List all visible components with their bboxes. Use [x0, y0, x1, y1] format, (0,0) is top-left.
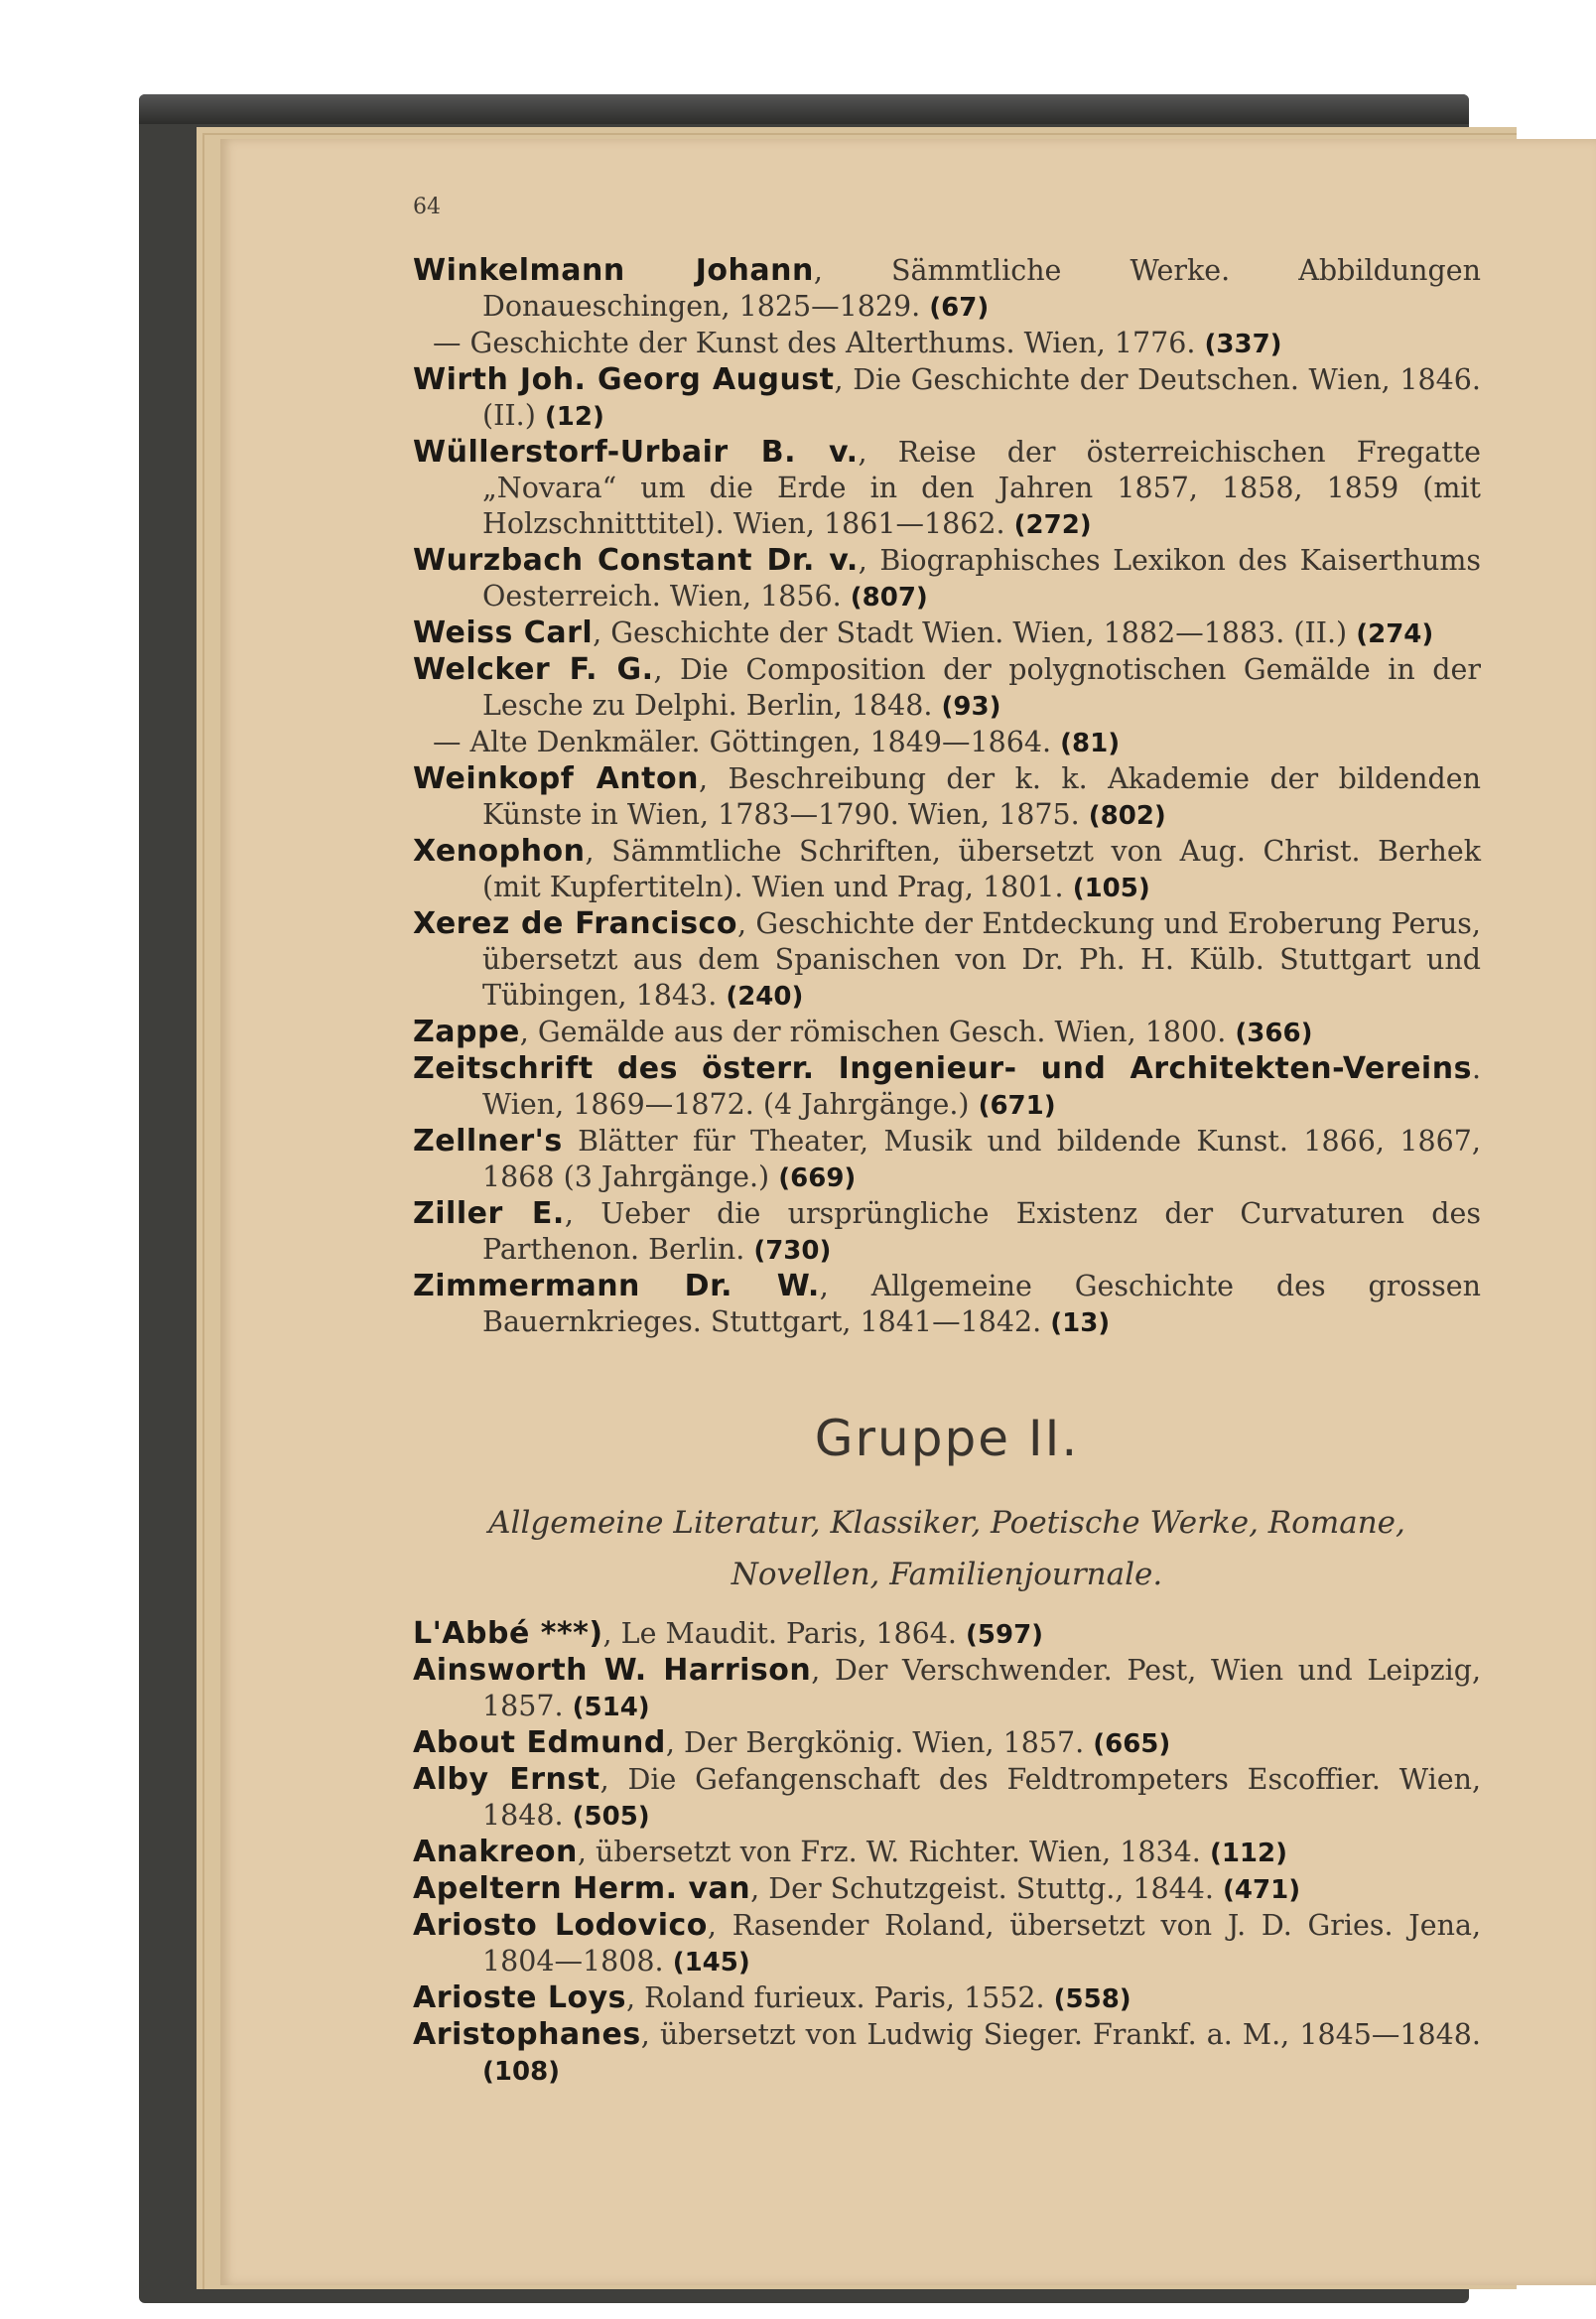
- catalog-entry: [413, 1871, 1481, 1908]
- entry-description: , Beschreibung der k. k. Akademie der bildenden Künste in Wien, 1783—1790. Wien, 1875.: [482, 762, 1481, 831]
- catalog-entry: [413, 834, 1481, 906]
- catalog-entry: [413, 725, 1481, 761]
- group-subtitle: Allgemeine Literatur, Klassiker, Poetische Werke, Romane, Novellen, Familienjournale.: [488, 1505, 1405, 1592]
- page-number: 64: [413, 195, 441, 219]
- catalog-entry: [413, 1051, 1481, 1124]
- catalog-entry: [413, 1980, 1481, 2017]
- entry-number: (108): [482, 2057, 561, 2087]
- catalog-entry: [413, 435, 1481, 543]
- entry-number: (145): [672, 1948, 750, 1978]
- entry-author: Zeitschrift des österr. Ingenieur- und Architekten-Vereins: [413, 1051, 1472, 1086]
- catalog-entry: [413, 1015, 1481, 1051]
- entry-author: Alby Ernst: [413, 1762, 600, 1797]
- catalog-entry: [413, 362, 1481, 435]
- entry-description: — Alte Denkmäler. Göttingen, 1849—1864.: [433, 726, 1052, 758]
- entry-number: (505): [572, 1802, 650, 1832]
- entry-author: Ainsworth W. Harrison: [413, 1653, 812, 1688]
- entry-number: (807): [850, 583, 928, 613]
- entry-author: L'Abbé ***): [413, 1616, 603, 1651]
- entry-number: (13): [1050, 1308, 1111, 1338]
- entry-author: Wurzbach Constant Dr. v.: [413, 543, 859, 578]
- entry-description: , Allgemeine Geschichte des grossen Bauernkrieges. Stuttgart, 1841—1842.: [482, 1270, 1481, 1338]
- entry-author: Zimmermann Dr. W.: [413, 1269, 820, 1303]
- catalog-entry: [413, 1196, 1481, 1269]
- catalog-entry: [413, 1725, 1481, 1762]
- entry-description: , Der Verschwender. Pest, Wien und Leipzig, 1857.: [482, 1654, 1482, 1722]
- catalog-entries-group-2: [413, 1616, 1481, 2090]
- entry-description: , Rasender Roland, übersetzt von J. D. Gries. Jena, 1804—1808.: [482, 1909, 1481, 1978]
- entry-number: (240): [726, 982, 804, 1012]
- entry-author: Wirth Joh. Georg August: [413, 362, 835, 397]
- entry-number: (337): [1204, 330, 1282, 359]
- entry-description: , Roland furieux. Paris, 1552.: [626, 1981, 1045, 2014]
- entry-description: , Der Bergkönig. Wien, 1857.: [665, 1726, 1085, 1759]
- entry-number: (112): [1209, 1839, 1287, 1868]
- entry-number: (671): [978, 1091, 1056, 1121]
- book-cover-top-edge: [139, 94, 1469, 124]
- catalog-entry: [413, 2017, 1481, 2090]
- entry-description: , Der Schutzgeist. Stuttg., 1844.: [750, 1872, 1214, 1905]
- catalog-entry: [413, 761, 1481, 834]
- entry-author: Zappe: [413, 1015, 520, 1049]
- entry-author: Wüllerstorf-Urbair B. v.: [413, 435, 859, 470]
- entry-author: About Edmund: [413, 1725, 666, 1760]
- catalog-entry: [413, 543, 1481, 615]
- entry-number: (81): [1060, 729, 1121, 758]
- entry-description: , Geschichte der Stadt Wien. Wien, 1882—1883. (II.): [593, 616, 1348, 649]
- entry-description: . Wien, 1869—1872. (4 Jahrgänge.): [482, 1052, 1481, 1121]
- entry-description: , Le Maudit. Paris, 1864.: [602, 1617, 957, 1650]
- entry-description: , Die Geschichte der Deutschen. Wien, 1846. (II.): [482, 363, 1481, 432]
- entry-author: Anakreon: [413, 1835, 578, 1869]
- catalog-entry: [413, 652, 1481, 725]
- entry-description: , Sämmtliche Werke. Abbildungen Donaueschingen, 1825—1829.: [482, 254, 1481, 323]
- entry-description: , Sämmtliche Schriften, übersetzt von Aug. Christ. Berhek (mit Kupfertiteln). Wien und Prag, 1801.: [482, 835, 1481, 903]
- catalog-entries-group-1: [413, 253, 1481, 1341]
- entry-description: , Die Gefangenschaft des Feldtrompeters Escoffier. Wien, 1848.: [482, 1763, 1481, 1832]
- entry-description: , übersetzt von Ludwig Sieger. Frankf. a. M., 1845—1848.: [640, 2018, 1481, 2051]
- entry-number: (558): [1053, 1984, 1131, 2014]
- catalog-entry: [413, 1269, 1481, 1341]
- entry-description: , Geschichte der Entdeckung und Eroberung Perus, übersetzt aus dem Spanischen von Dr. Ph. H. Külb. Stuttgart und Tübingen, 1843.: [482, 907, 1481, 1012]
- catalog-entry: [413, 1762, 1481, 1835]
- catalog-entry: [413, 615, 1481, 652]
- entry-number: (597): [966, 1620, 1044, 1650]
- entry-description: , Gemälde aus der römischen Gesch. Wien, 1800.: [519, 1016, 1227, 1048]
- entry-author: Ziller E.: [413, 1196, 565, 1231]
- catalog-entry: [413, 1835, 1481, 1871]
- entry-number: (12): [544, 402, 604, 432]
- entry-author: Zellner's: [413, 1124, 563, 1159]
- catalog-entry: [413, 1653, 1481, 1725]
- entry-author: Ariosto Lodovico: [413, 1908, 708, 1943]
- entry-author: Xerez de Francisco: [413, 906, 737, 941]
- entry-description: , Biographisches Lexikon des Kaiserthums Oesterreich. Wien, 1856.: [482, 544, 1481, 613]
- entry-author: Arioste Loys: [413, 1980, 627, 2015]
- entry-number: (93): [941, 692, 1001, 722]
- entry-number: (274): [1356, 619, 1434, 649]
- entry-description: , Die Composition der polygnotischen Gemälde in der Lesche zu Delphi. Berlin, 1848.: [482, 653, 1481, 722]
- catalog-entry: [413, 1616, 1481, 1653]
- catalog-entry: [413, 1908, 1481, 1980]
- catalog-entry: [413, 1124, 1481, 1196]
- entry-number: (730): [753, 1236, 832, 1266]
- entry-author: Weinkopf Anton: [413, 761, 699, 796]
- entry-number: (272): [1013, 510, 1092, 540]
- entry-description: , Reise der österreichischen Fregatte „Novara“ um die Erde in den Jahren 1857, 1858, 1859 (mit Holzschnitttitel). Wien, 1861—1862.: [482, 436, 1482, 540]
- catalog-entry: [413, 326, 1481, 362]
- group-title: Gruppe II.: [814, 1410, 1080, 1467]
- entry-description: , übersetzt von Frz. W. Richter. Wien, 1834.: [577, 1836, 1201, 1868]
- entry-author: Welcker F. G.: [413, 652, 654, 687]
- entry-description: Blätter für Theater, Musik und bildende Kunst. 1866, 1867, 1868 (3 Jahrgänge.): [482, 1125, 1481, 1193]
- catalog-entry: [413, 906, 1481, 1015]
- entry-number: (105): [1072, 874, 1150, 903]
- catalog-entry: [413, 253, 1481, 326]
- entry-number: (471): [1223, 1875, 1301, 1905]
- entry-author: Weiss Carl: [413, 615, 594, 650]
- entry-number: (67): [929, 293, 990, 323]
- entry-author: Aristophanes: [413, 2017, 641, 2052]
- entry-description: — Geschichte der Kunst des Alterthums. Wien, 1776.: [433, 327, 1196, 359]
- entry-number: (802): [1088, 801, 1166, 831]
- entry-author: Xenophon: [413, 834, 586, 869]
- entry-number: (514): [572, 1693, 650, 1722]
- entry-author: Winkelmann Johann: [413, 253, 814, 288]
- entry-author: Apeltern Herm. van: [413, 1871, 751, 1906]
- entry-number: (366): [1235, 1019, 1313, 1048]
- entry-number: (665): [1093, 1729, 1171, 1759]
- entry-number: (669): [778, 1163, 857, 1193]
- entry-description: , Ueber die ursprüngliche Existenz der Curvaturen des Parthenon. Berlin.: [482, 1197, 1482, 1266]
